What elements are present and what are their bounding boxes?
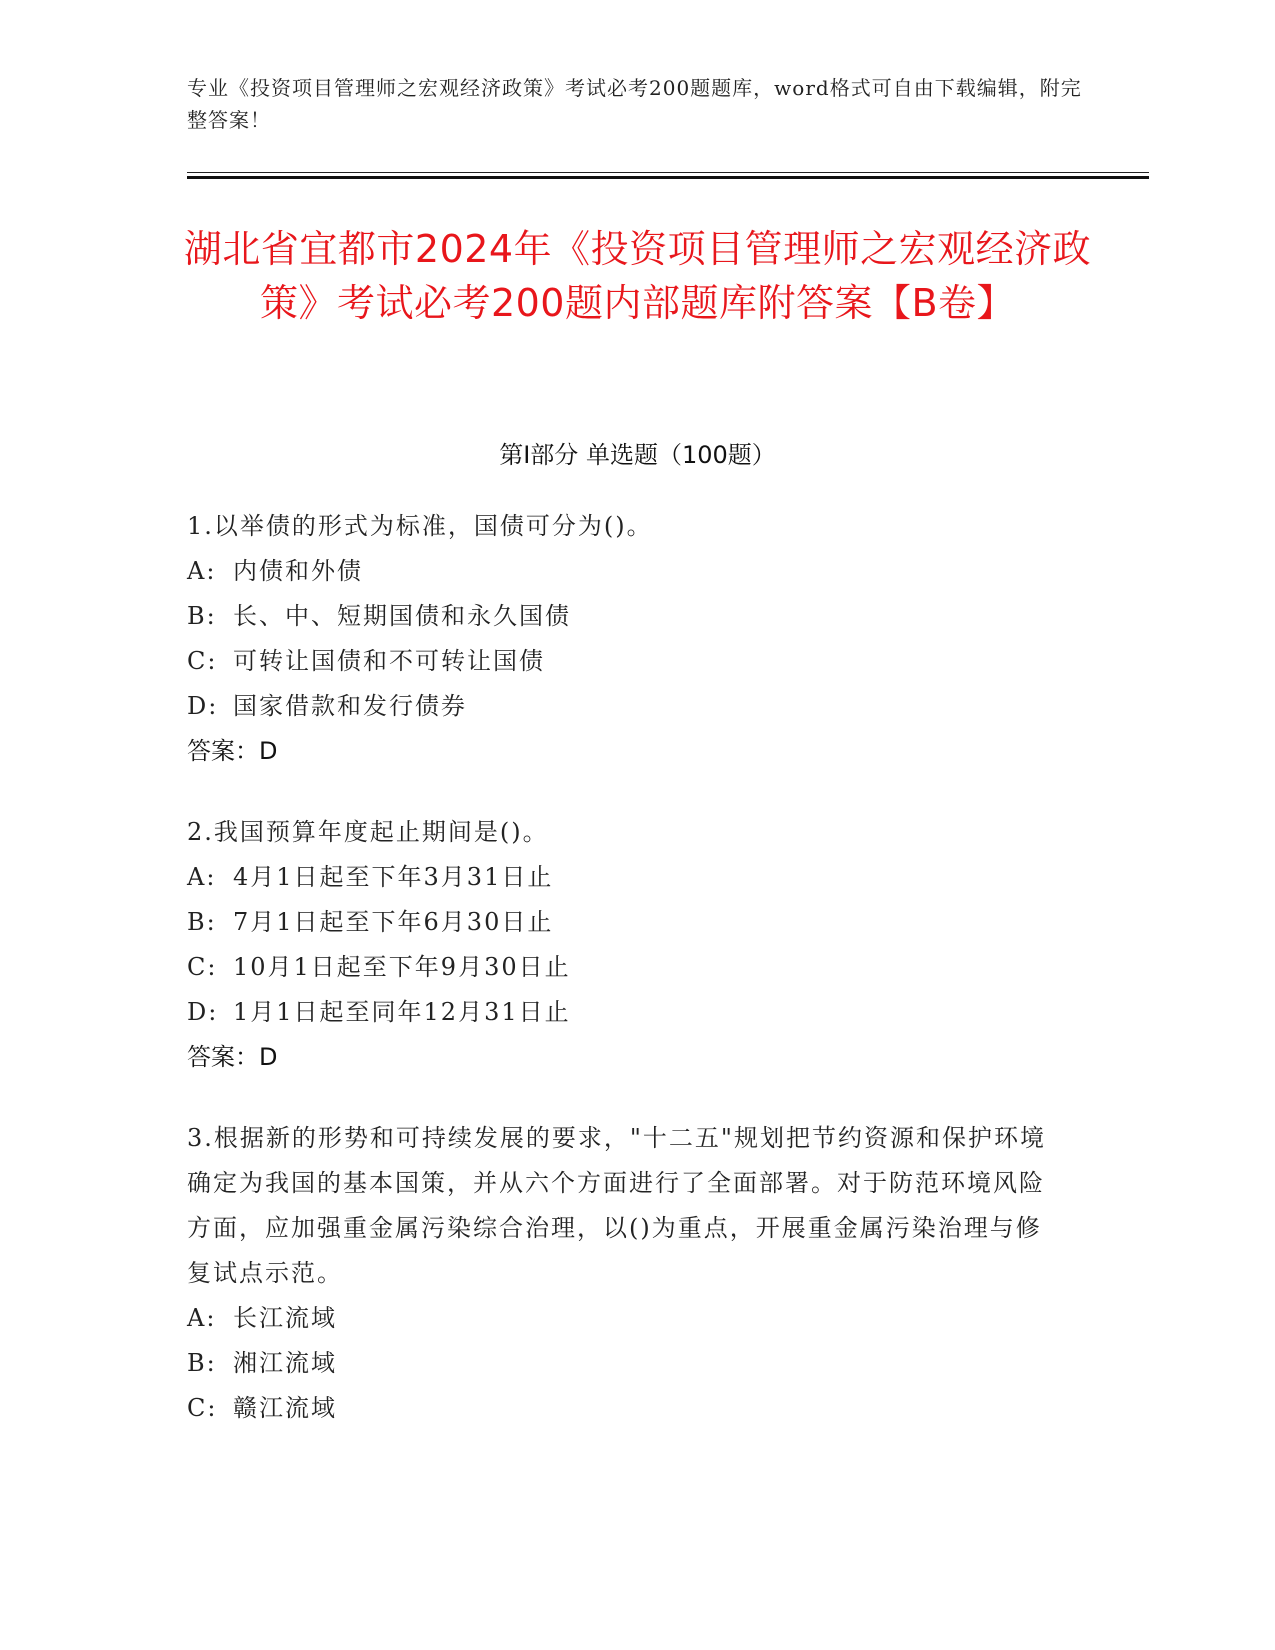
option-a — [187, 549, 1067, 594]
option-text: 赣江流域 — [233, 1394, 337, 1422]
option-letter: C: — [187, 1394, 218, 1422]
option-a — [187, 855, 1067, 900]
header-divider-thin — [187, 172, 1149, 173]
option-b — [187, 1341, 1067, 1386]
option-text: 7月1日起至下年6月30日止 — [233, 908, 554, 936]
option-text: 国家借款和发行债券 — [233, 692, 467, 720]
option-letter: B: — [187, 602, 217, 630]
option-c — [187, 945, 1067, 990]
option-c — [187, 1386, 1067, 1431]
option-a — [187, 1296, 1067, 1341]
option-text: 1月1日起至同年12月31日止 — [233, 998, 571, 1026]
option-letter: B: — [187, 1349, 217, 1377]
question-stem: 3.根据新的形势和可持续发展的要求，"十二五"规划把节约资源和保护环境确定为我国的基本国策，并从六个方面进行了全面部署。对于防范环境风险方面，应加强重金属污染综合治理，以()为重点，开展重金属污染治理与修复试点示范。 — [187, 1124, 1046, 1287]
question-3 — [187, 1116, 1067, 1431]
option-letter: D: — [187, 692, 219, 720]
header-note: 专业《投资项目管理师之宏观经济政策》考试必考200题题库，word格式可自由下载编辑，附完整答案！ — [187, 76, 1082, 132]
section-title: 第Ⅰ部分 单选题（100题） — [499, 441, 776, 469]
option-text: 可转让国债和不可转让国债 — [233, 647, 545, 675]
option-text: 10月1日起至下年9月30日止 — [233, 953, 571, 981]
option-b — [187, 594, 1067, 639]
option-d — [187, 990, 1067, 1035]
option-letter: B: — [187, 908, 217, 936]
option-letter: A: — [187, 863, 217, 891]
question-2 — [187, 810, 1067, 1080]
option-c — [187, 639, 1067, 684]
answer-line: 答案：D — [187, 1043, 278, 1071]
option-text: 长江流域 — [233, 1304, 337, 1332]
option-text: 内债和外债 — [233, 557, 363, 585]
option-text: 湘江流域 — [233, 1349, 337, 1377]
option-d — [187, 684, 1067, 729]
header-divider-thick — [187, 176, 1149, 179]
option-letter: A: — [187, 1304, 217, 1332]
document-title: 湖北省宜都市2024年《投资项目管理师之宏观经济政策》考试必考200题内部题库附答案【B卷】 — [183, 227, 1092, 325]
option-b — [187, 900, 1067, 945]
option-letter: C: — [187, 953, 218, 981]
question-1 — [187, 504, 1067, 774]
option-text: 长、中、短期国债和永久国债 — [233, 602, 571, 630]
question-stem: 2.我国预算年度起止期间是()。 — [187, 818, 549, 846]
option-letter: D: — [187, 998, 219, 1026]
option-letter: A: — [187, 557, 217, 585]
question-stem: 1.以举债的形式为标准，国债可分为()。 — [187, 512, 653, 540]
option-text: 4月1日起至下年3月31日止 — [233, 863, 554, 891]
answer-line: 答案：D — [187, 737, 278, 765]
option-letter: C: — [187, 647, 218, 675]
